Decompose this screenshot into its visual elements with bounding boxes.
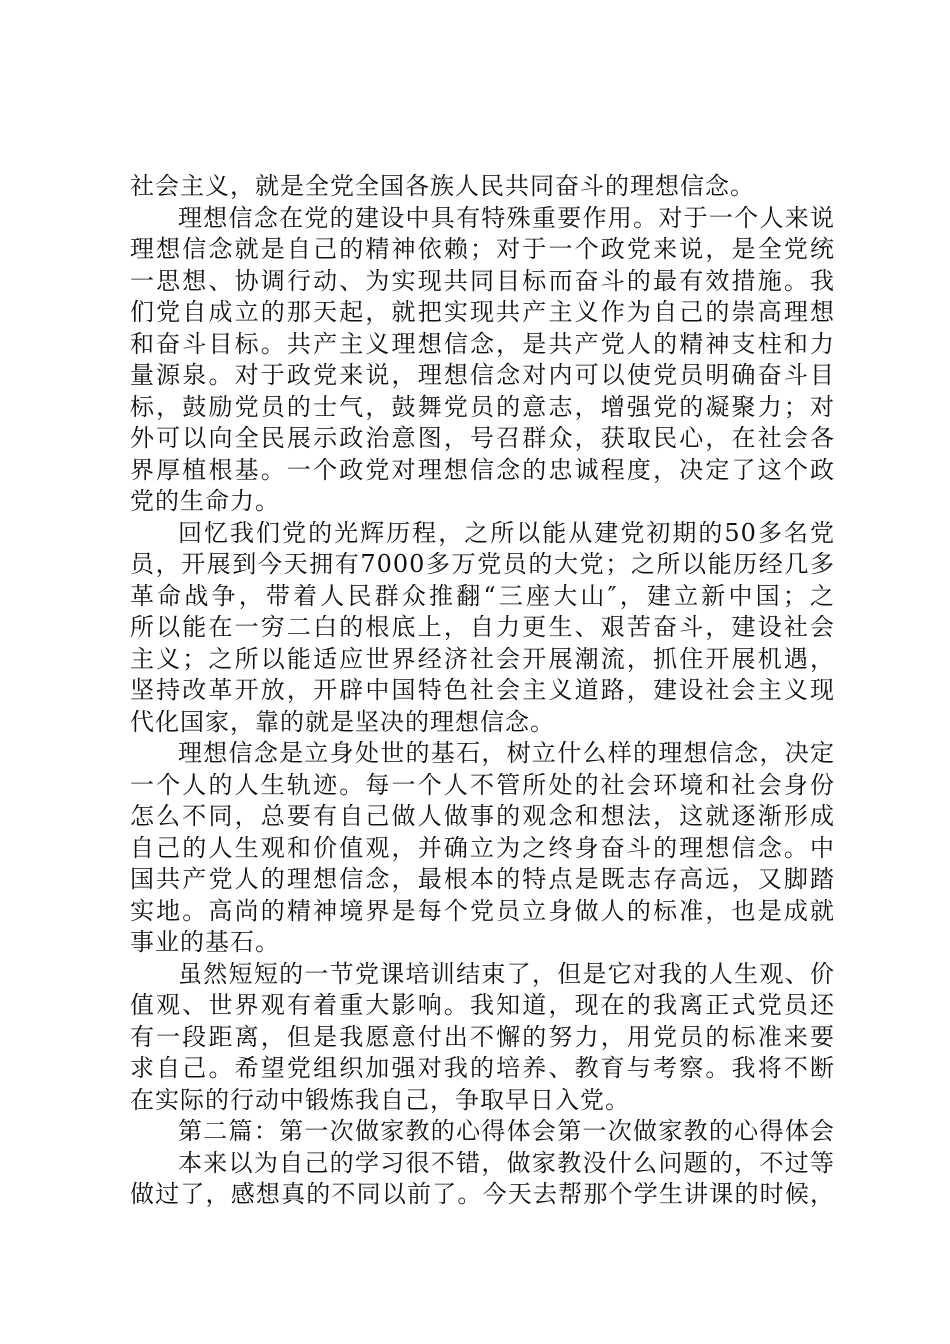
text-line: 和奋斗目标。共产主义理想信念，是共产党人的精神支柱和力	[130, 329, 835, 358]
text-line: 坚持改革开放，开辟中国特色社会主义道路，建设社会主义现	[130, 676, 835, 704]
text-line: 主义；之所以能适应世界经济社会开展潮流，抓住开展机遇，	[130, 644, 835, 673]
text-line: 虽然短短的一节党课培训结束了，但是它对我的人生观、价	[178, 959, 835, 988]
text-line: 第二篇：第一次做家教的心得体会第一次做家教的心得体会	[178, 1117, 835, 1145]
text-line: 党的生命力。	[130, 487, 280, 515]
text-line: 理想信念是立身处世的基石，树立什么样的理想信念，决定	[178, 739, 835, 767]
text-line: 一思想、协调行动、为实现共同目标而奋斗的最有效措施。我	[130, 266, 835, 295]
text-line: 理想信念就是自己的精神依赖；对于一个政党来说，是全党统	[130, 235, 835, 263]
text-line: 们党自成立的那天起，就把实现共产主义作为自己的崇高理想	[130, 298, 835, 326]
text-line: 界厚植根基。一个政党对理想信念的忠诚程度，决定了这个政	[130, 455, 835, 484]
text-line: 一个人的人生轨迹。每一个人不管所处的社会环境和社会身份	[130, 770, 835, 799]
text-line: 国共产党人的理想信念，最根本的特点是既志存高远，又脚踏	[130, 865, 835, 893]
text-line: 有一段距离，但是我愿意付出不懈的努力，用党员的标准来要	[130, 1022, 835, 1051]
text-line: 革命战争，带着人民群众推翻“三座大山″，建立新中国；之	[130, 581, 835, 610]
text-line: 做过了，感想真的不同以前了。今天去帮那个学生讲课的时候，	[130, 1180, 835, 1208]
text-line: 事业的基石。	[130, 928, 280, 956]
text-line: 回忆我们党的光辉历程，之所以能从建党初期的50多名党	[178, 518, 835, 547]
text-line: 求自己。希望党组织加强对我的培养、教育与考察。我将不断	[130, 1054, 835, 1082]
text-line: 代化国家，靠的就是坚决的理想信念。	[130, 707, 555, 736]
text-line: 实地。高尚的精神境界是每个党员立身做人的标准，也是成就	[130, 896, 835, 925]
text-line: 理想信念在党的建设中具有特殊重要作用。对于一个人来说	[178, 203, 835, 232]
text-line: 外可以向全民展示政治意图，号召群众，获取民心，在社会各	[130, 424, 835, 452]
text-line: 在实际的行动中锻炼我自己，争取早日入党。	[130, 1085, 630, 1114]
text-line: 所以能在一穷二白的根底上，自力更生、艰苦奋斗，建设社会	[130, 613, 835, 641]
text-line: 量源泉。对于政党来说，理想信念对内可以使党员明确奋斗目	[130, 361, 835, 389]
text-line: 本来以为自己的学习很不错，做家教没什么问题的，不过等	[178, 1148, 835, 1177]
document-body	[130, 171, 835, 1211]
text-line: 员，开展到今天拥有7000多万党员的大党；之所以能历经几多	[130, 550, 835, 578]
text-line: 怎么不同，总要有自己做人做事的观念和想法，这就逐渐形成	[130, 802, 835, 830]
text-line: 社会主义，就是全党全国各族人民共同奋斗的理想信念。	[130, 172, 755, 200]
text-line: 值观、世界观有着重大影响。我知道，现在的我离正式党员还	[130, 991, 835, 1019]
text-line: 标，鼓励党员的士气，鼓舞党员的意志，增强党的凝聚力；对	[130, 392, 835, 421]
text-line: 自己的人生观和价值观，并确立为之终身奋斗的理想信念。中	[130, 833, 835, 862]
